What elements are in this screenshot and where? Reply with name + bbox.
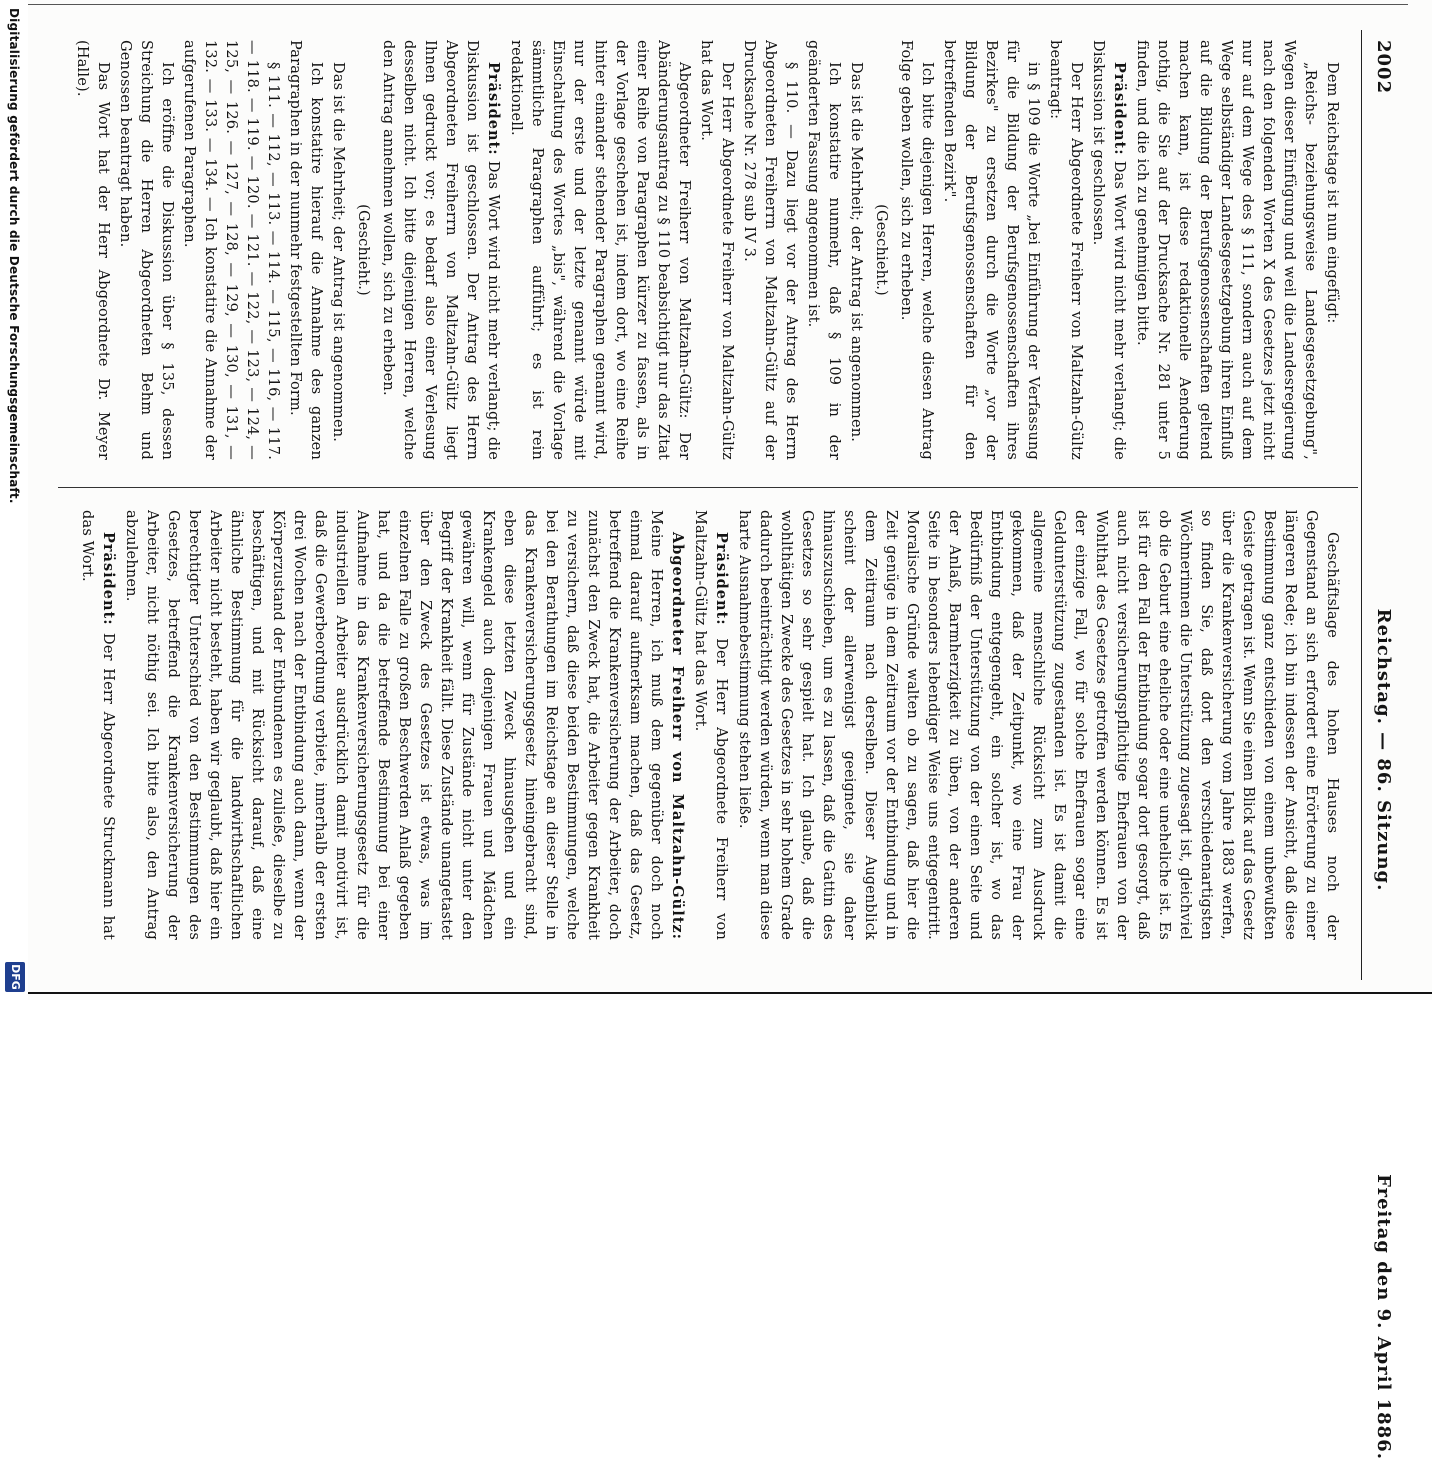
speech-text: Der Herr Abgeordnete Struckmann hat das Wort.: [79, 510, 116, 940]
running-header: [1366, 40, 1394, 1460]
speaker-name: [72, 532, 73, 783]
text-paragraph: § 110. — Dazu liegt vor der Antrag des Herrn Abgeordneten Freiherrn von Maltzahn-Gültz auf der Drucksache Nr. 278 sub IV 3.: [741, 40, 799, 460]
text-paragraph: § 111. — 112, — 113. — 114. — 115, — 116, — 117. — 118. — 119. — 120. — 121. — 122, — 123, — 124, — 125, — 126. — 127, — 128, — 129, — 130, — 131, — 132. — 133. — 134. — Ich konstatire die Annahme der aufgerufenen Paragraphen.: [181, 40, 281, 460]
text-paragraph: Dem Reichstage ist nun eingefügt:: [1324, 62, 1340, 324]
stage-direction: (Geschieht.): [873, 204, 889, 296]
text-paragraph: Ich bitte diejenigen Herren, welche diesen Antrag Folge geben wollen, sich zu erheben.: [898, 40, 935, 460]
speech-paragraph: [689, 510, 732, 940]
running-title: Reichstag. — 86. Sitzung.: [1373, 608, 1394, 892]
text-column-right: [72, 510, 1342, 940]
text-paragraph: Das ist die Mehrheit; der Antrag ist angenommen.: [330, 62, 346, 443]
text-paragraph: Der Herr Abgeordnete Freiherr von Maltzahn-Gültz hat das Wort.: [698, 40, 735, 460]
column-rule: [58, 487, 1358, 488]
speaker-name: Präsident:: [713, 532, 730, 626]
text-column-left: [72, 40, 1342, 460]
text-paragraph: Ich konstatire nunmehr, daß § 109 in der geänderten Fassung angenommen ist.: [805, 40, 842, 460]
text-paragraph: Ich eröffne die Diskussion über § 135, dessen Streichung die Herren Abgeordneten Behm und Genossen beantragt haben.: [117, 40, 175, 460]
text-paragraph: Das Wort hat der Herr Abgeordnete Dr. Meyer (Halle).: [74, 40, 111, 460]
stage-direction: (Geschieht.): [355, 204, 371, 296]
speech-text: Das Wort wird nicht mehr verlangt; die Diskussion ist geschlossen.: [1090, 40, 1127, 460]
digitization-credit: Digitalisierung gefördert durch die Deutsche Forschungsgemeinschaft.: [7, 8, 21, 504]
dfg-logo: DFG: [5, 962, 25, 992]
speech-paragraph: [377, 40, 504, 460]
page-number: 2002: [1373, 40, 1394, 95]
page-edge-right: [0, 992, 1432, 994]
session-date: Freitag den 9. April 1886.: [1373, 1174, 1394, 1460]
speech-text: Der Herr Abgeordnete Freiherr von Maltzahn-Gültz hat das Wort.: [692, 510, 729, 940]
text-paragraph: Das ist die Mehrheit; der Antrag ist angenommen.: [848, 62, 864, 443]
text-paragraph: Geschäftslage des hohen Hauses noch der Gegenstand an sich erfordert eine Erörterung zu einer längeren Rede; ich bin indessen der Ansicht, daß diese Bestimmung ganz entschieden von einem unbewußten Geiste getragen ist. Wenn Sie einen Blick auf das Gesetz über die Krankenversicherung vom Jahre 1883 werfen, so finden Sie, daß dort den verschiedenartigsten Wöchnerinnen die Unterstützung zugesagt ist, gleichviel ob die Geburt eine eheliche oder eine uneheliche ist. Es ist für den Fall der Entbindung sogar dort gesorgt, daß auch nicht versicherungspflichtige Ehefrauen von der Wohlthat des Gesetzes getroffen werden können. Es ist der einzige Fall, wo für solche Ehefrauen sogar eine Geldunterstützung zugestanden ist. Es ist damit die allgemeine menschliche Rücksicht zum Ausdruck gekommen, daß der Zeitpunkt, wo eine Frau der Entbindung entgegengeht, ein solcher ist, wo das Bedürfniß der Unterstützung von der einen Seite und der Anlaß, Barmherzigkeit zu üben, von der anderen Seite in besonders lebendiger Weise uns entgegentritt. Moralische Gründe walten ob zu sagen, daß hier die Zeit genüge in dem Zeitraum vor der Entbindung und in dem Zeitraum nach derselben. Dieser Augenblick scheint der allerwenigst geeignete, sie daher hinauszuschieben, um es zu lassen, daß die Gattin des Gesetzes so sehr gespielt hat. Ich glaube, daß die wohlthätigen Zwecke des Gesetzes in sehr hohem Grade dadurch beeinträchtigt werden würden, wenn man diese harte Ausnahmebestimmung stehen ließe.: [736, 510, 1340, 940]
speech-paragraph: [72, 510, 75, 940]
text-paragraph: Ich konstatire hierauf die Annahme des ganzen Paragraphen in der nunmehr festgestellten Form.: [287, 40, 324, 460]
speech-paragraph: [1087, 40, 1130, 460]
text-paragraph: Der Herr Abgeordnete Freiherr von Maltzahn-Gültz beantragt:: [1047, 40, 1084, 460]
page-edge-line: [28, 4, 1408, 5]
speech-paragraph: [76, 510, 119, 940]
text-paragraph: „Reichs- beziehungsweise Landesgesetzgebung", Wegen dieser Einfügung und weil die Landesregierung nach den folgenden Worten X des Gesetzes jetzt nicht nur auf dem Wege des § 111, sondern auch auf dem Wege selbständiger Landesgesetzgebung ihren Einfluß auf die Bildung der Berufsgenossenschaften geltend machen kann, ist diese redaktionelle Aenderung nothig, die Sie auf der Drucksache Nr. 281 unter 5 finden, und die ich zu genehmigen bitte.: [1134, 40, 1318, 460]
text-paragraph: in § 109 die Worte „bei Einführung der Verfassung für die Bildung der Berufsgenossenschaften ihres Bezirkes" zu ersetzen durch die Worte „vor der Bildung der Berufsgenossenschaften für den betreffenden Bezirk".: [941, 40, 1041, 460]
speaker-name: Präsident:: [1111, 62, 1128, 156]
speech-text: Das Wort wird nicht mehr verlangt; die Diskussion ist geschlossen. Der Antrag des Herrn Abgeordneten Freiherrn von Maltzahn-Gültz liegt Ihnen gedruckt vor; es bedarf also einer Verlesung desselben nicht. Ich bitte diejenigen Herren, welche den Antrag annehmen wollen, sich zu erheben.: [380, 40, 501, 460]
header-rule: [1361, 30, 1362, 980]
text-paragraph: Abgeordneter Freiherr von Maltzahn-Gültz: Der Abänderungsantrag zu § 110 beabsichtigt nur das Zitat einer Reihe von Paragraphen kürzer zu fassen, als in der Vorlage geschehen ist, indem dort, wo eine Reihe hinter einander stehender Paragraphen genannt wird, nur der erste und der letzte genannt würde mit Einschaltung des Wortes „bis", während die Vorlage sämmtliche Paragraphen aufführt; es ist rein redaktionell.: [508, 40, 692, 460]
speaker-name: Abgeordneter Freiherr von Maltzahn-Gültz:: [669, 532, 686, 940]
speech-paragraph: [120, 510, 688, 940]
speaker-name: Präsident:: [100, 532, 117, 626]
speaker-name: Präsident:: [485, 62, 502, 156]
speech-text: Meine Herren, ich muß dem gegenüber doch noch einmal darauf aufmerksam machen, daß das Gesetz, betreffend die Krankenversicherung der Arbeiter, doch zunächst den Zweck hat, die Arbeiter gegen Krankheit zu versichern, daß diese beiden Bestimmungen, welche bei den Berathungen im Reichstage an dieser Stelle in das Krankenversicherungsgesetz hineingebracht sind, eben diese letzten Zweck hinausgehen und ein Krankengeld auch denjenigen Frauen und Mädchen gewähren will, wenn für Zustände nicht unter den Begriff der Krankheit fällt. Diese Zustände unangetastet über den Zweck des Gesetzes ist etwas, was im einzelnen Falle zu großen Beschwerden Anlaß gegeben hat, und da die betreffende Bestimmung bei einer Aufnahme in das Krankenversicherungsgesetz für die industriellen Arbeiter ausdrücklich damit motivirt ist, daß die Gewerbeordnung verbiete, innerhalb der ersten drei Wochen nach der Entbindung auch dann, wenn der Körperzustand der Entbundenen es zuließe, dieselbe zu beschäftigen, und mit Rücksicht darauf, daß eine ähnliche Bestimmung für die landwirthschaftlichen Arbeiter nicht besteht, haben wir geglaubt, daß hier ein berechtigter Unterschied von den Bestimmungen des Gesetzes, betreffend die Krankenversicherung der Arbeiter, nicht nöthig sei. Ich bitte also, den Antrag abzulehnen.: [123, 510, 664, 940]
